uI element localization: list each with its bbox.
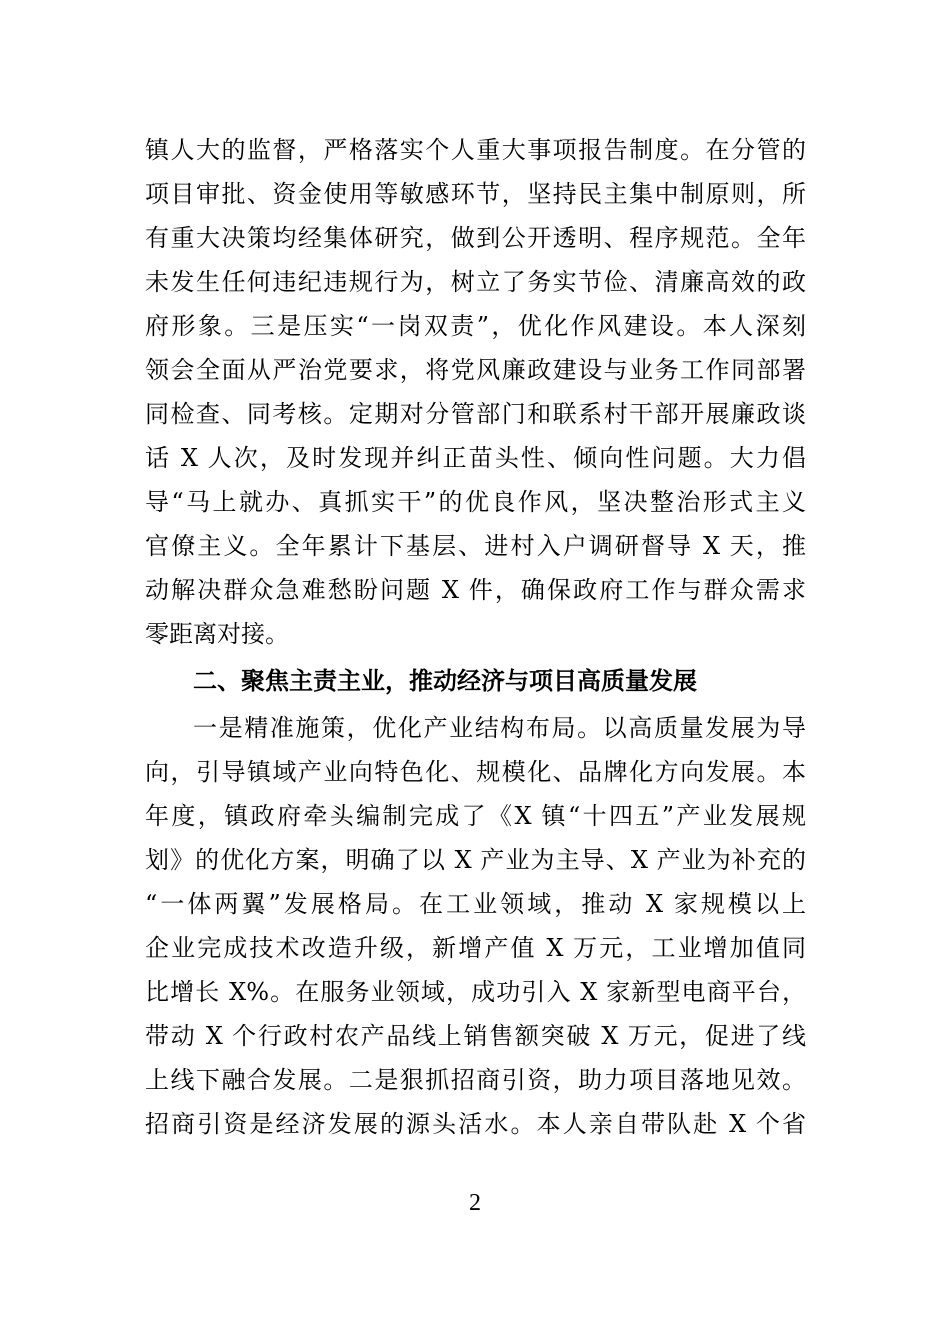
- text-line: 镇人大的监督，严格落实个人重大事项报告制度。在分管的: [145, 136, 806, 164]
- text-line: 带动 X 个行政村农产品线上销售额突破 X 万元，促进了线: [145, 1022, 806, 1050]
- text-line: 零距离对接。: [145, 620, 289, 648]
- text-line: 招商引资是经济发展的源头活水。本人亲自带队赴 X 个省: [145, 1110, 806, 1138]
- text-line: “一体两翼”发展格局。在工业领域，推动 X 家规模以上: [145, 890, 806, 918]
- text-line: 年度，镇政府牵头编制完成了《X 镇“十四五”产业发展规: [145, 802, 806, 830]
- text-line: 有重大决策均经集体研究，做到公开透明、程序规范。全年: [145, 224, 806, 252]
- page-number: 2: [469, 1190, 481, 1216]
- text-line: 一是精准施策，优化产业结构布局。以高质量发展为导: [193, 714, 806, 742]
- text-line: 划》的优化方案，明确了以 X 产业为主导、X 产业为补充的: [145, 846, 806, 874]
- section-heading: 二、聚焦主责主业，推动经济与项目高质量发展: [193, 667, 697, 695]
- text-line: 官僚主义。全年累计下基层、进村入户调研督导 X 天，推: [145, 532, 806, 560]
- text-line: 同检查、同考核。定期对分管部门和联系村干部开展廉政谈: [145, 400, 806, 428]
- text-line: 比增长 X%。在服务业领域，成功引入 X 家新型电商平台，: [145, 978, 806, 1006]
- text-line: 项目审批、资金使用等敏感环节，坚持民主集中制原则，所: [145, 180, 806, 208]
- text-line: 府形象。三是压实“一岗双责”，优化作风建设。本人深刻: [145, 312, 806, 340]
- text-line: 企业完成技术改造升级，新增产值 X 万元，工业增加值同: [145, 934, 806, 962]
- text-line: 上线下融合发展。二是狠抓招商引资，助力项目落地见效。: [145, 1066, 806, 1094]
- text-line: 导“马上就办、真抓实干”的优良作风，坚决整治形式主义: [145, 488, 806, 516]
- text-line: 话 X 人次，及时发现并纠正苗头性、倾向性问题。大力倡: [145, 444, 806, 472]
- text-line: 动解决群众急难愁盼问题 X 件，确保政府工作与群众需求: [145, 576, 806, 604]
- text-line: 未发生任何违纪违规行为，树立了务实节俭、清廉高效的政: [145, 268, 806, 296]
- text-line: 领会全面从严治党要求，将党风廉政建设与业务工作同部署: [145, 356, 806, 384]
- text-line: 向，引导镇域产业向特色化、规模化、品牌化方向发展。本: [145, 758, 806, 786]
